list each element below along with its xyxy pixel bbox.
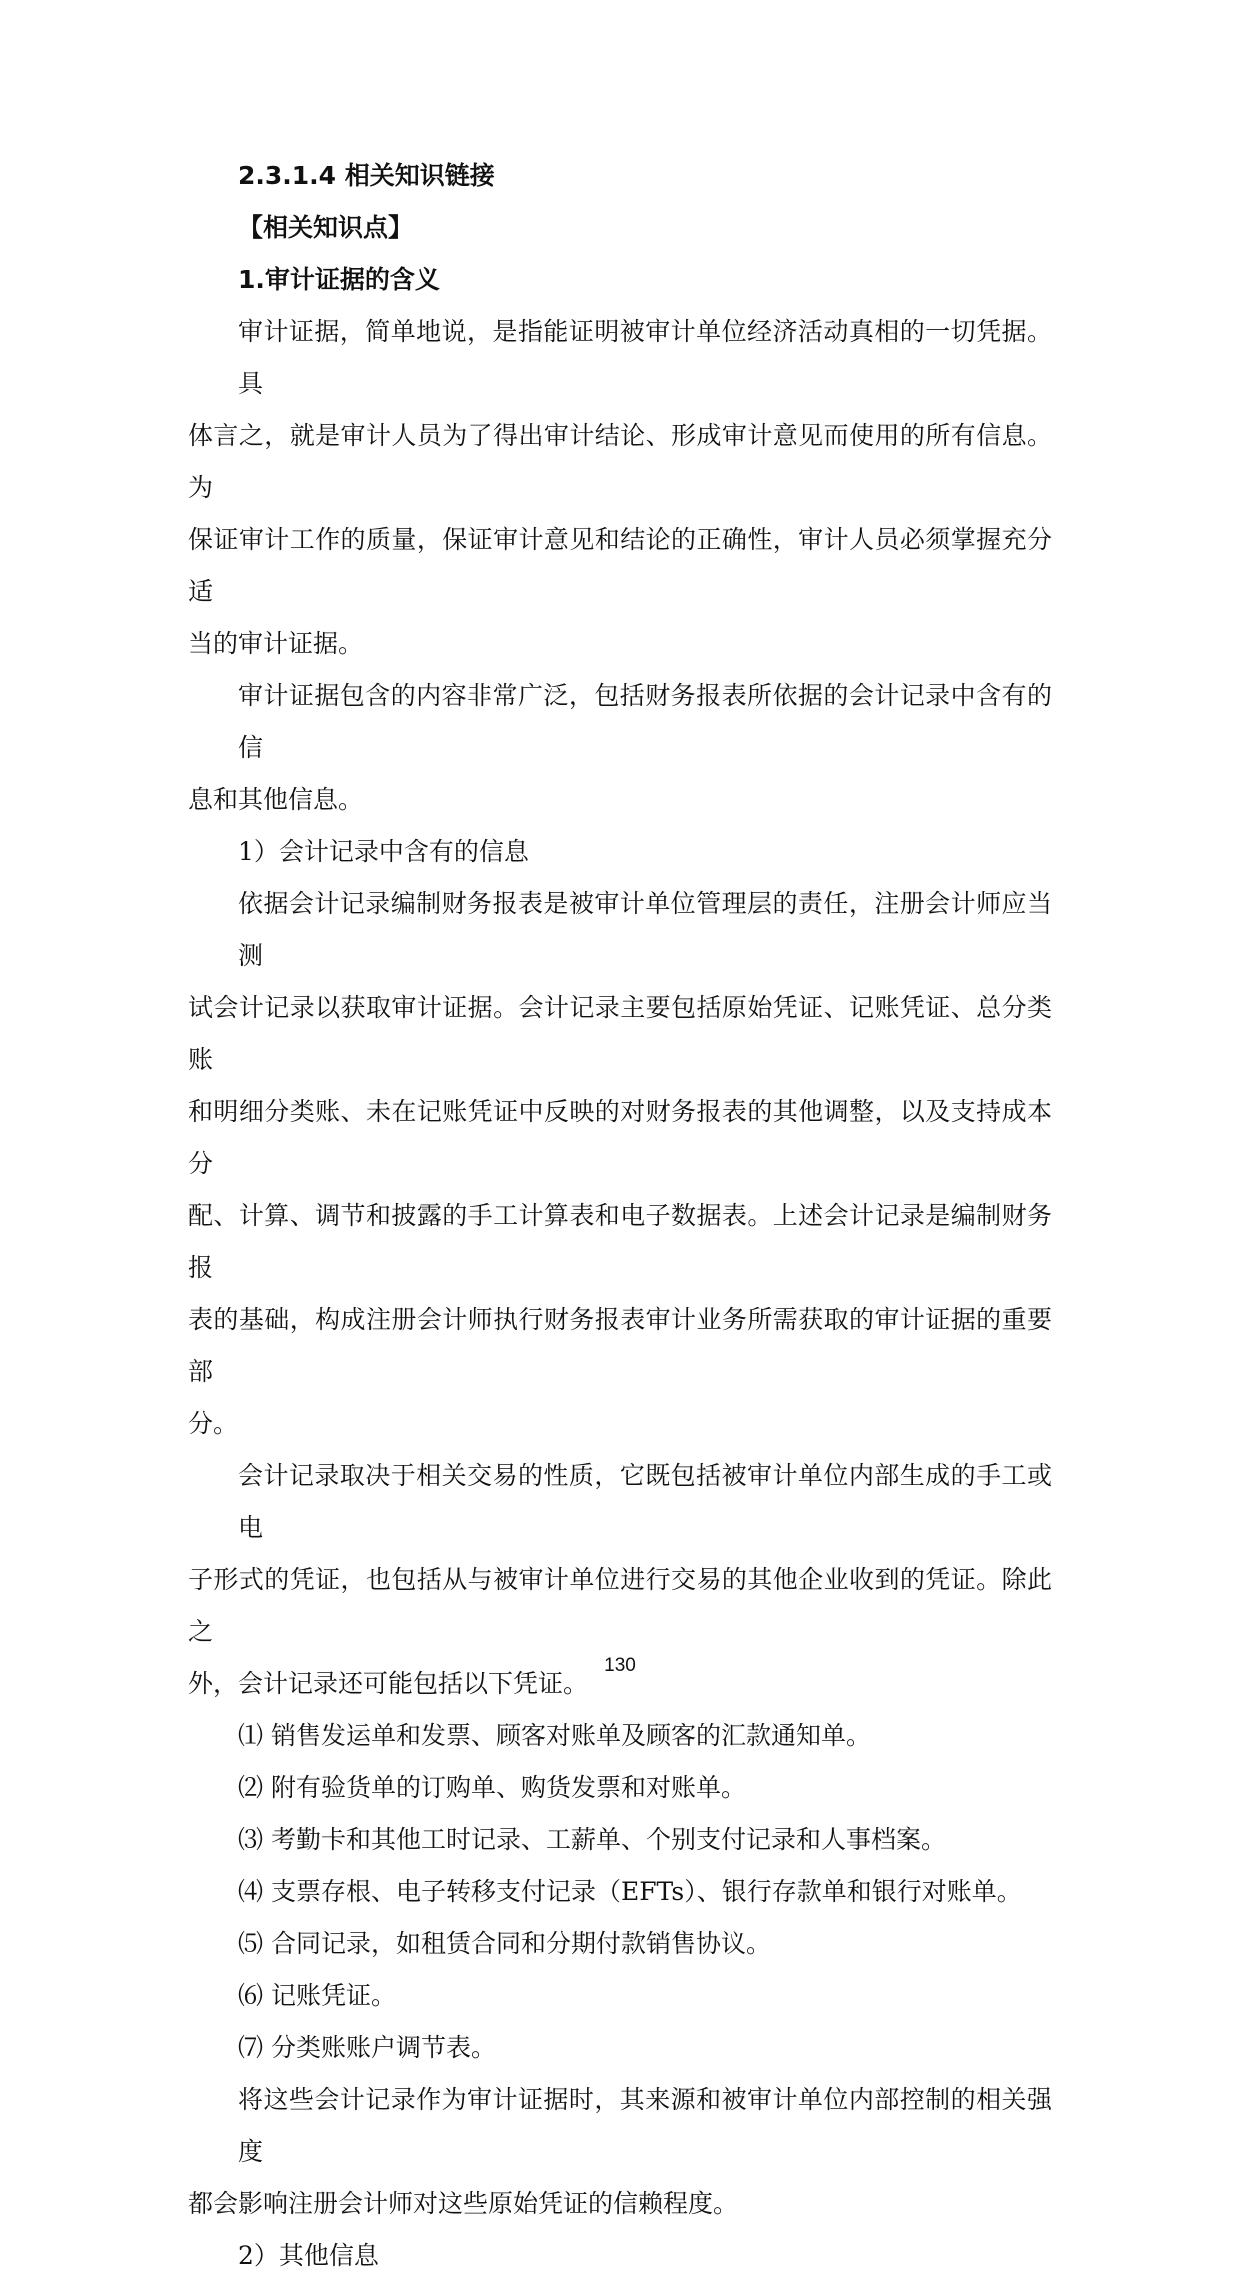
paragraph-line: 当的审计证据。 — [188, 629, 364, 658]
paragraph-line: 试会计记录以获取审计证据。会计记录主要包括原始凭证、记账凭证、总分类账 — [188, 993, 1052, 1074]
paragraph-5 — [188, 2074, 1052, 2230]
paragraph-line: 体言之，就是审计人员为了得出审计结论、形成审计意见而使用的所有信息。为 — [188, 421, 1052, 502]
list-item: ⑹ 记账凭证。 — [238, 1981, 396, 2010]
item-1-heading: 1）会计记录中含有的信息 — [238, 837, 529, 866]
paragraph-line: 配、计算、调节和披露的手工计算表和电子数据表。上述会计记录是编制财务报 — [188, 1201, 1052, 1282]
paragraph-line: 和明细分类账、未在记账凭证中反映的对财务报表的其他调整，以及支持成本分 — [188, 1097, 1052, 1178]
list-item: ⑷ 支票存根、电子转移支付记录（EFTs）、银行存款单和银行对账单。 — [238, 1877, 1022, 1906]
paragraph-line: 保证审计工作的质量，保证审计意见和结论的正确性，审计人员必须掌握充分适 — [188, 525, 1052, 606]
paragraph-1 — [188, 306, 1052, 670]
list-item: ⑺ 分类账账户调节表。 — [238, 2033, 496, 2062]
paragraph-line: 审计证据包含的内容非常广泛，包括财务报表所依据的会计记录中含有的信 — [238, 681, 1052, 762]
paragraph-line: 息和其他信息。 — [188, 785, 364, 814]
paragraph-line: 依据会计记录编制财务报表是被审计单位管理层的责任，注册会计师应当测 — [238, 889, 1052, 970]
paragraph-line: 子形式的凭证，也包括从与被审计单位进行交易的其他企业收到的凭证。除此之 — [188, 1565, 1052, 1646]
list-item: ⑸ 合同记录，如租赁合同和分期付款销售协议。 — [238, 1929, 771, 1958]
paragraph-line: 会计记录取决于相关交易的性质，它既包括被审计单位内部生成的手工或电 — [238, 1461, 1052, 1542]
paragraph-line: 都会影响注册会计师对这些原始凭证的信赖程度。 — [188, 2189, 739, 2218]
list-item: ⑶ 考勤卡和其他工时记录、工薪单、个别支付记录和人事档案。 — [238, 1825, 946, 1854]
paragraph-line: 表的基础，构成注册会计师执行财务报表审计业务所需获取的审计证据的重要部 — [188, 1305, 1052, 1386]
list-item: ⑴ 销售发运单和发票、顾客对账单及顾客的汇款通知单。 — [238, 1721, 871, 1750]
paragraph-3 — [188, 878, 1052, 1450]
section-heading: 2.3.1.4 相关知识链接 — [238, 161, 495, 190]
voucher-list — [188, 1710, 1052, 2074]
paragraph-2 — [188, 670, 1052, 826]
list-item: ⑵ 附有验货单的订购单、购货发票和对账单。 — [238, 1773, 746, 1802]
paragraph-line: 审计证据，简单地说，是指能证明被审计单位经济活动真相的一切凭据。具 — [238, 317, 1052, 398]
paragraph-line: 分。 — [188, 1409, 239, 1438]
item-2-heading: 2）其他信息 — [238, 2241, 379, 2270]
page-number: 130 — [604, 1655, 636, 1676]
paragraph-line: 将这些会计记录作为审计证据时，其来源和被审计单位内部控制的相关强度 — [238, 2085, 1052, 2166]
topic-heading: 1.审计证据的含义 — [238, 265, 440, 294]
paragraph-line: 外，会计记录还可能包括以下凭证。 — [188, 1669, 589, 1698]
subheading: 【相关知识点】 — [238, 213, 414, 242]
page-content — [188, 150, 1052, 2282]
